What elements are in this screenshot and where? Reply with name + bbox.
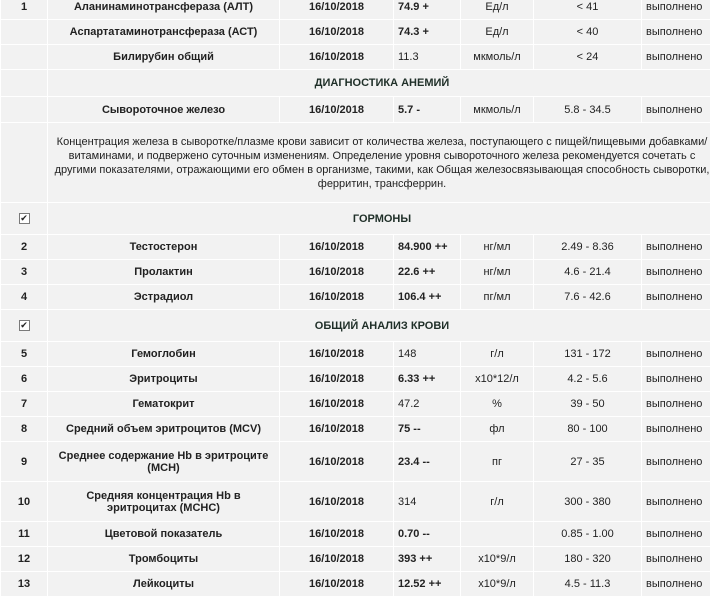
row-number: 1 xyxy=(1,0,48,20)
test-date: 16/10/2018 xyxy=(280,97,394,123)
section-checkbox[interactable]: ✔ xyxy=(20,213,28,224)
row-number: 13 xyxy=(1,572,48,597)
test-name: Гематокрит xyxy=(48,392,280,417)
status-text: выполнено xyxy=(642,97,710,123)
test-name: Средняя концентрация Hb в эритроцитах (MCHC) xyxy=(48,482,280,522)
test-name: Аланинаминотрансфераза (АЛТ) xyxy=(48,0,280,20)
section-header xyxy=(1,310,710,342)
test-date: 16/10/2018 xyxy=(280,482,394,522)
test-result: 47.2 xyxy=(394,392,461,417)
row-number: 12 xyxy=(1,547,48,572)
table-row xyxy=(1,342,710,367)
test-result: 12.52 ++ xyxy=(394,572,461,597)
test-result: 84.900 ++ xyxy=(394,235,461,260)
test-unit: мкмоль/л xyxy=(461,45,534,70)
status-text: выполнено xyxy=(642,367,710,392)
test-result: 5.7 - xyxy=(394,97,461,123)
row-number: 6 xyxy=(1,367,48,392)
test-unit: мкмоль/л xyxy=(461,97,534,123)
test-unit: нг/мл xyxy=(461,260,534,285)
row-number: 7 xyxy=(1,392,48,417)
row-number xyxy=(1,20,48,45)
test-name: Средний объем эритроцитов (MCV) xyxy=(48,417,280,442)
table-row xyxy=(1,392,710,417)
row-number: 8 xyxy=(1,417,48,442)
note-blank-cell xyxy=(1,123,48,203)
reference-range: 2.49 - 8.36 xyxy=(534,235,642,260)
reference-range: 5.8 - 34.5 xyxy=(534,97,642,123)
test-name: Тестостерон xyxy=(48,235,280,260)
row-number: 10 xyxy=(1,482,48,522)
test-unit: пг/мл xyxy=(461,285,534,310)
test-date: 16/10/2018 xyxy=(280,367,394,392)
test-date: 16/10/2018 xyxy=(280,45,394,70)
test-name: Тромбоциты xyxy=(48,547,280,572)
test-unit: x10*9/л xyxy=(461,547,534,572)
reference-range: 0.85 - 1.00 xyxy=(534,522,642,547)
iron-note: Концентрация железа в сыворотке/плазме крови зависит от количества железа, поступающего с пищей/пищевыми добавками/витаминами, и подвержено суточным изменениям. Определение уровня сывороточного железа рекомендуется сочетать с другими показателями, отражающими его обмен в организме, такими, как Общая железосвязывающая способность сыворотки, ферритин, трансферрин. xyxy=(48,123,710,203)
section-title: ДИАГНОСТИКА АНЕМИЙ xyxy=(48,70,710,97)
table-row xyxy=(1,260,710,285)
reference-range: < 24 xyxy=(534,45,642,70)
table-row xyxy=(1,97,710,123)
test-result: 0.70 -- xyxy=(394,522,461,547)
table-row xyxy=(1,482,710,522)
table-row xyxy=(1,0,710,20)
table-row xyxy=(1,547,710,572)
section-checkbox-cell xyxy=(1,203,48,235)
table-row xyxy=(1,572,710,597)
table-row xyxy=(1,20,710,45)
test-result: 23.4 -- xyxy=(394,442,461,482)
row-number: 3 xyxy=(1,260,48,285)
reference-range: 27 - 35 xyxy=(534,442,642,482)
status-text: выполнено xyxy=(642,417,710,442)
test-date: 16/10/2018 xyxy=(280,285,394,310)
reference-range: 7.6 - 42.6 xyxy=(534,285,642,310)
reference-range: 4.5 - 11.3 xyxy=(534,572,642,597)
test-unit: % xyxy=(461,392,534,417)
status-text: выполнено xyxy=(642,482,710,522)
status-text: выполнено xyxy=(642,392,710,417)
status-text: выполнено xyxy=(642,45,710,70)
test-name: Лейкоциты xyxy=(48,572,280,597)
results-body xyxy=(1,0,710,597)
table-row xyxy=(1,45,710,70)
section-blank-cell xyxy=(1,70,48,97)
test-date: 16/10/2018 xyxy=(280,572,394,597)
test-result: 106.4 ++ xyxy=(394,285,461,310)
table-row xyxy=(1,285,710,310)
test-name: Билирубин общий xyxy=(48,45,280,70)
table-row xyxy=(1,417,710,442)
test-result: 74.9 + xyxy=(394,0,461,20)
test-unit: x10*9/л xyxy=(461,572,534,597)
test-date: 16/10/2018 xyxy=(280,392,394,417)
test-date: 16/10/2018 xyxy=(280,442,394,482)
reference-range: < 40 xyxy=(534,20,642,45)
status-text: выполнено xyxy=(642,572,710,597)
test-unit: г/л xyxy=(461,342,534,367)
note-row xyxy=(1,123,710,203)
row-number: 11 xyxy=(1,522,48,547)
test-result: 148 xyxy=(394,342,461,367)
reference-range: 4.2 - 5.6 xyxy=(534,367,642,392)
table-row xyxy=(1,367,710,392)
row-number xyxy=(1,97,48,123)
section-title: ОБЩИЙ АНАЛИЗ КРОВИ xyxy=(48,310,710,342)
test-name: Аспартатаминотрансфераза (АСТ) xyxy=(48,20,280,45)
status-text: выполнено xyxy=(642,285,710,310)
table-row xyxy=(1,235,710,260)
test-result: 74.3 + xyxy=(394,20,461,45)
reference-range: 39 - 50 xyxy=(534,392,642,417)
section-checkbox-cell xyxy=(1,310,48,342)
test-date: 16/10/2018 xyxy=(280,547,394,572)
test-name: Сывороточное железо xyxy=(48,97,280,123)
test-name: Цветовой показатель xyxy=(48,522,280,547)
test-date: 16/10/2018 xyxy=(280,342,394,367)
test-name: Среднее содержание Hb в эритроците (MCH) xyxy=(48,442,280,482)
status-text: выполнено xyxy=(642,342,710,367)
test-name: Эстрадиол xyxy=(48,285,280,310)
section-header xyxy=(1,203,710,235)
test-date: 16/10/2018 xyxy=(280,522,394,547)
test-result: 22.6 ++ xyxy=(394,260,461,285)
test-result: 393 ++ xyxy=(394,547,461,572)
test-unit: Ед/л xyxy=(461,0,534,20)
row-number xyxy=(1,45,48,70)
reference-range: 300 - 380 xyxy=(534,482,642,522)
section-header xyxy=(1,70,710,97)
test-result: 6.33 ++ xyxy=(394,367,461,392)
reference-range: 180 - 320 xyxy=(534,547,642,572)
test-unit: пг xyxy=(461,442,534,482)
test-unit: нг/мл xyxy=(461,235,534,260)
status-text: выполнено xyxy=(642,20,710,45)
row-number: 4 xyxy=(1,285,48,310)
test-date: 16/10/2018 xyxy=(280,235,394,260)
section-title: ГОРМОНЫ xyxy=(48,203,710,235)
row-number: 5 xyxy=(1,342,48,367)
table-row xyxy=(1,522,710,547)
reference-range: 4.6 - 21.4 xyxy=(534,260,642,285)
test-result: 75 -- xyxy=(394,417,461,442)
status-text: выполнено xyxy=(642,522,710,547)
test-unit: г/л xyxy=(461,482,534,522)
table-row xyxy=(1,442,710,482)
test-unit xyxy=(461,522,534,547)
test-date: 16/10/2018 xyxy=(280,260,394,285)
reference-range: 131 - 172 xyxy=(534,342,642,367)
test-name: Эритроциты xyxy=(48,367,280,392)
test-date: 16/10/2018 xyxy=(280,20,394,45)
test-date: 16/10/2018 xyxy=(280,417,394,442)
test-result: 314 xyxy=(394,482,461,522)
test-result: 11.3 xyxy=(394,45,461,70)
status-text: выполнено xyxy=(642,547,710,572)
row-number: 2 xyxy=(1,235,48,260)
reference-range: < 41 xyxy=(534,0,642,20)
section-checkbox[interactable]: ✔ xyxy=(20,320,28,331)
status-text: выполнено xyxy=(642,260,710,285)
test-unit: x10*12/л xyxy=(461,367,534,392)
test-date: 16/10/2018 xyxy=(280,0,394,20)
row-number: 9 xyxy=(1,442,48,482)
status-text: выполнено xyxy=(642,0,710,20)
test-name: Пролактин xyxy=(48,260,280,285)
status-text: выполнено xyxy=(642,442,710,482)
test-name: Гемоглобин xyxy=(48,342,280,367)
status-text: выполнено xyxy=(642,235,710,260)
test-unit: фл xyxy=(461,417,534,442)
reference-range: 80 - 100 xyxy=(534,417,642,442)
test-unit: Ед/л xyxy=(461,20,534,45)
